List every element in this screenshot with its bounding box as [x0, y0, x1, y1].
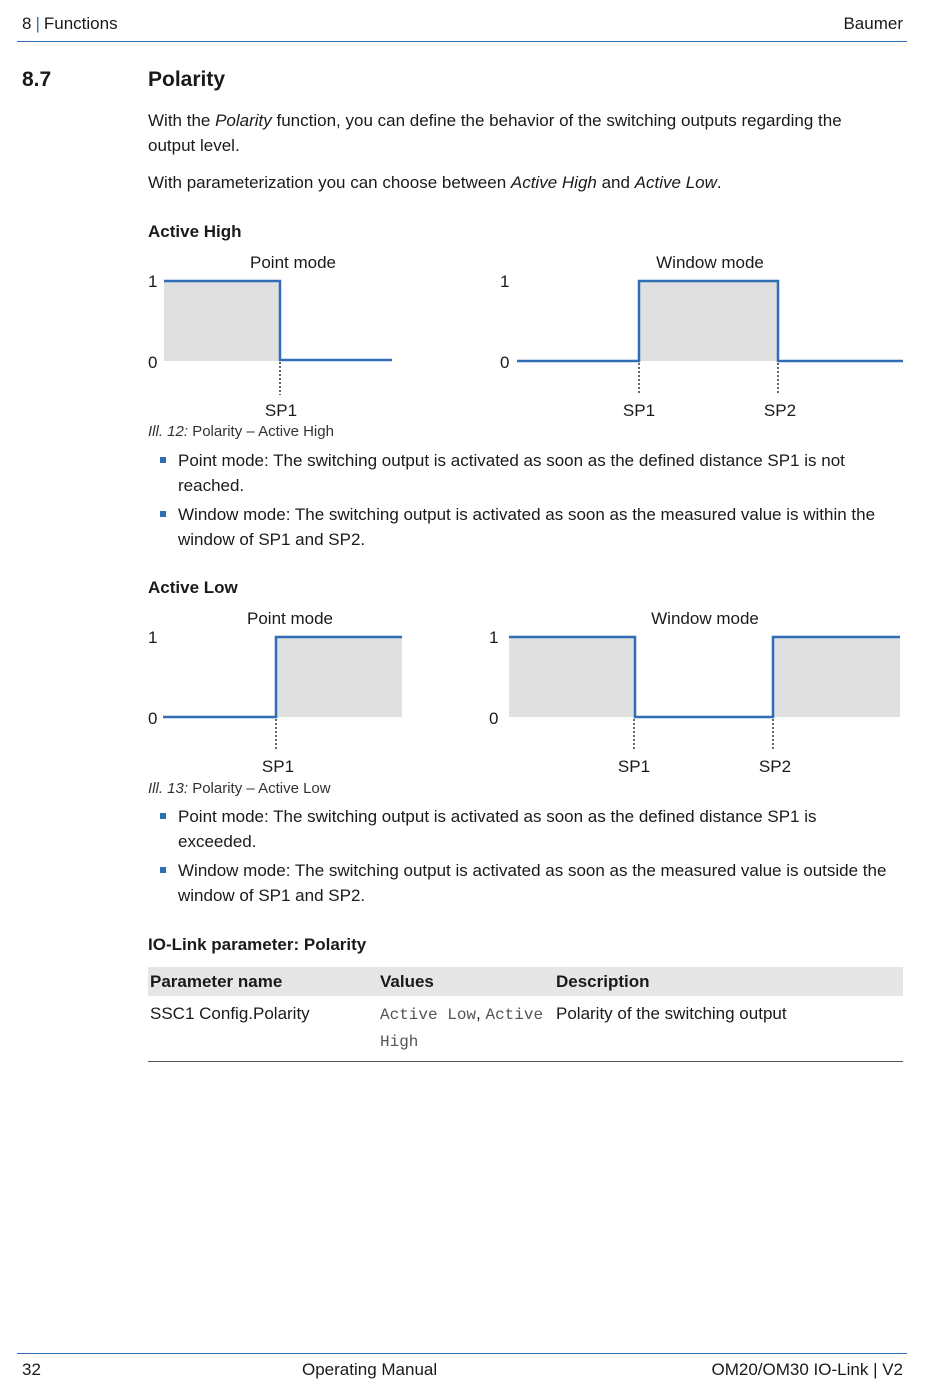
table-row	[148, 996, 903, 1062]
al-point-sp1-label: SP1	[261, 757, 295, 776]
al-point-level-low: 0	[148, 709, 158, 728]
active-low-heading: Active Low	[148, 578, 238, 597]
bullet-square-icon	[160, 511, 166, 517]
ah-bullet-list	[158, 448, 898, 556]
intro-2-term-low: Active Low	[634, 173, 717, 192]
al-window-level-low: 0	[489, 709, 499, 728]
ah-caption	[148, 423, 334, 440]
ah-bullet-window-mode: Window mode: The switching output is activated as soon as the measured value is within the window of SP1 and SP2.	[178, 505, 876, 549]
footer-product: OM20/OM30 IO-Link | V2	[711, 1360, 903, 1379]
ah-window-sp2-label: SP2	[763, 401, 797, 420]
value-separator: ,	[476, 1004, 486, 1023]
ah-window-level-low: 0	[500, 353, 510, 372]
ah-window-active-area	[639, 281, 778, 361]
cell-description: Polarity of the switching output	[554, 996, 903, 1062]
ah-caption-prefix: Ill. 12:	[148, 423, 189, 440]
intro-paragraph-1	[148, 108, 888, 158]
intro-1-text-a: With the	[148, 111, 216, 130]
ah-point-level-low: 0	[148, 353, 158, 372]
intro-2-text-a: With parameterization you can choose between	[148, 173, 511, 192]
al-point-active-area	[276, 637, 402, 717]
intro-2-text-c: and	[596, 173, 635, 192]
list-item	[158, 448, 898, 498]
al-caption	[148, 780, 331, 797]
column-header-description: Description	[554, 967, 903, 996]
footer-rule	[17, 1353, 907, 1354]
header-chapter	[22, 14, 118, 34]
value-active-high: Active High	[380, 1006, 544, 1051]
ah-point-active-area	[164, 281, 280, 361]
ah-window-level-high: 1	[500, 272, 510, 291]
ah-point-level-high: 1	[148, 272, 158, 291]
intro-1-term: Polarity	[215, 111, 272, 130]
bullet-square-icon	[160, 813, 166, 819]
al-point-title: Point mode	[247, 609, 333, 628]
al-window-active-area-left	[509, 637, 635, 717]
intro-paragraph-2	[148, 170, 888, 195]
cell-parameter-name: SSC1 Config.Polarity	[148, 996, 378, 1062]
footer-page-number: 32	[22, 1360, 41, 1379]
ah-bullet-point-mode: Point mode: The switching output is activated as soon as the defined distance SP1 is not reached.	[178, 451, 845, 495]
ah-window-sp1-label: SP1	[622, 401, 656, 420]
cell-values	[378, 996, 554, 1062]
al-window-title: Window mode	[651, 609, 759, 628]
al-window-level-high: 1	[489, 628, 499, 647]
column-header-parameter-name: Parameter name	[148, 967, 378, 996]
list-item	[158, 502, 898, 552]
list-item	[158, 858, 898, 908]
active-high-diagrams	[0, 250, 950, 422]
al-window-sp1-label: SP1	[617, 757, 651, 776]
ah-window-title: Window mode	[656, 253, 764, 272]
header-separator: |	[35, 14, 40, 33]
chapter-number: 8	[22, 14, 32, 33]
header-rule	[17, 41, 907, 42]
al-bullet-point-mode: Point mode: The switching output is activated as soon as the defined distance SP1 is exceeded.	[178, 807, 817, 851]
header-brand: Baumer	[843, 14, 903, 33]
al-window-sp2-label: SP2	[758, 757, 792, 776]
bullet-square-icon	[160, 457, 166, 463]
intro-1-text-c: function, you can define the behavior of the switching outputs regarding the output level.	[148, 111, 842, 155]
ah-point-title: Point mode	[250, 253, 336, 272]
ah-point-sp1-label: SP1	[264, 401, 298, 420]
section-title: Polarity	[148, 68, 226, 91]
bullet-square-icon	[160, 867, 166, 873]
al-caption-prefix: Ill. 13:	[148, 780, 189, 797]
section-number: 8.7	[22, 68, 52, 91]
active-high-heading: Active High	[148, 222, 242, 241]
ah-caption-text: Polarity – Active High	[188, 423, 334, 440]
intro-2-term-high: Active High	[510, 173, 597, 192]
column-header-values: Values	[378, 967, 554, 996]
al-point-level-high: 1	[148, 628, 158, 647]
al-caption-text: Polarity – Active Low	[188, 780, 331, 797]
chapter-title: Functions	[43, 14, 118, 33]
al-bullet-list	[158, 804, 898, 912]
active-low-diagrams	[0, 606, 950, 778]
iolink-heading: IO-Link parameter: Polarity	[148, 935, 367, 954]
al-bullet-window-mode: Window mode: The switching output is activated as soon as the measured value is outside the window of SP1 and SP2.	[178, 861, 887, 905]
iolink-parameter-table	[148, 967, 903, 1062]
intro-2-text-e: .	[716, 173, 722, 192]
footer-document: Operating Manual	[302, 1360, 438, 1379]
list-item	[158, 804, 898, 854]
value-active-low: Active Low	[380, 1006, 477, 1024]
table-header-row	[148, 967, 903, 996]
al-window-active-area-right	[773, 637, 900, 717]
